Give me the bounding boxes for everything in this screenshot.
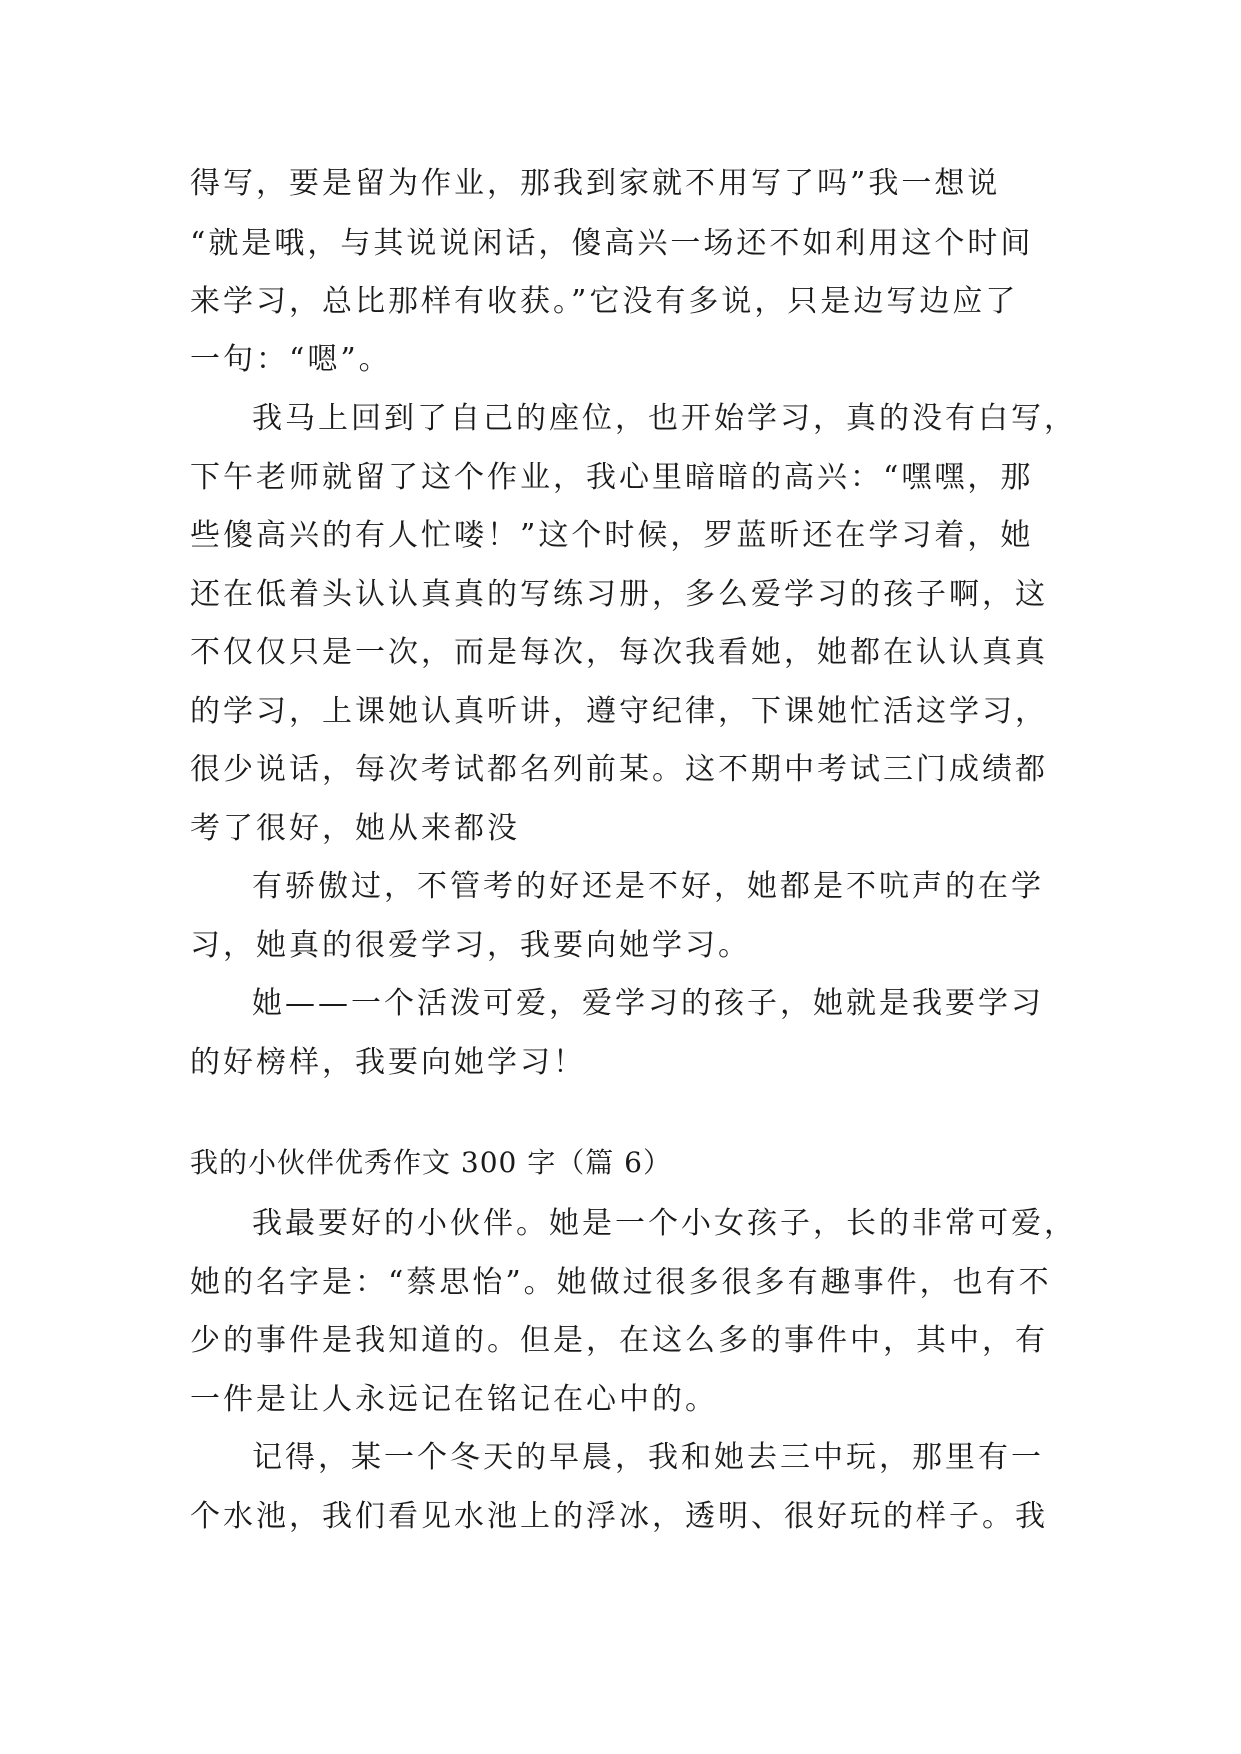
paragraph-first-line: 我马上回到了自己的座位，也开始学习，真的没有白写， (252, 401, 1077, 436)
paragraph-first-line: 我最要好的小伙伴。她是一个小女孩子，长的非常可爱， (252, 1206, 1077, 1241)
paragraph-first-line: 记得，某一个冬天的早晨，我和她去三中玩，那里有一 (252, 1440, 1044, 1475)
text-line: 还在低着头认认真真的写练习册，多么爱学习的孩子啊，这 (190, 577, 1048, 612)
text-line: 的学习，上课她认真听讲，遵守纪律，下课她忙活这学习， (190, 694, 1048, 729)
text-line: 很少说话，每次考试都名列前某。这不期中考试三门成绩都 (190, 752, 1048, 787)
text-line: 习，她真的很爱学习，我要向她学习。 (190, 928, 751, 963)
text-line: 来学习，总比那样有收获。”它没有多说，只是边写边应了 (190, 284, 1019, 319)
paragraph-first-line: 有骄傲过，不管考的好还是不好，她都是不吭声的在学 (252, 869, 1044, 904)
text-line: 下午老师就留了这个作业，我心里暗暗的高兴：“嘿嘿，那 (190, 460, 1034, 495)
text-line: 她的名字是：“蔡思怡”。她做过很多很多有趣事件，也有不 (190, 1265, 1052, 1300)
paragraph-first-line: 她——一个活泼可爱，爱学习的孩子，她就是我要学习 (252, 986, 1044, 1021)
text-line: 考了很好，她从来都没 (190, 811, 520, 846)
section-heading: 我的小伙伴优秀作文 300 字（篇 6） (190, 1146, 672, 1179)
text-line: 得写，要是留为作业，那我到家就不用写了吗”我一想说 (190, 166, 1001, 201)
text-line: 个水池，我们看见水池上的浮冰，透明、很好玩的样子。我 (190, 1499, 1048, 1534)
text-line: 少的事件是我知道的。但是，在这么多的事件中，其中，有 (190, 1323, 1048, 1358)
text-line: “就是哦，与其说说闲话，傻高兴一场还不如利用这个时间 (190, 226, 1034, 261)
text-line: 些傻高兴的有人忙喽！”这个时候，罗蓝昕还在学习着，她 (190, 518, 1034, 553)
text-line: 一句：“嗯”。 (190, 342, 392, 377)
text-line: 的好榜样，我要向她学习！ (190, 1045, 586, 1080)
text-line: 一件是让人永远记在铭记在心中的。 (190, 1382, 718, 1417)
text-line: 不仅仅只是一次，而是每次，每次我看她，她都在认认真真 (190, 635, 1048, 670)
